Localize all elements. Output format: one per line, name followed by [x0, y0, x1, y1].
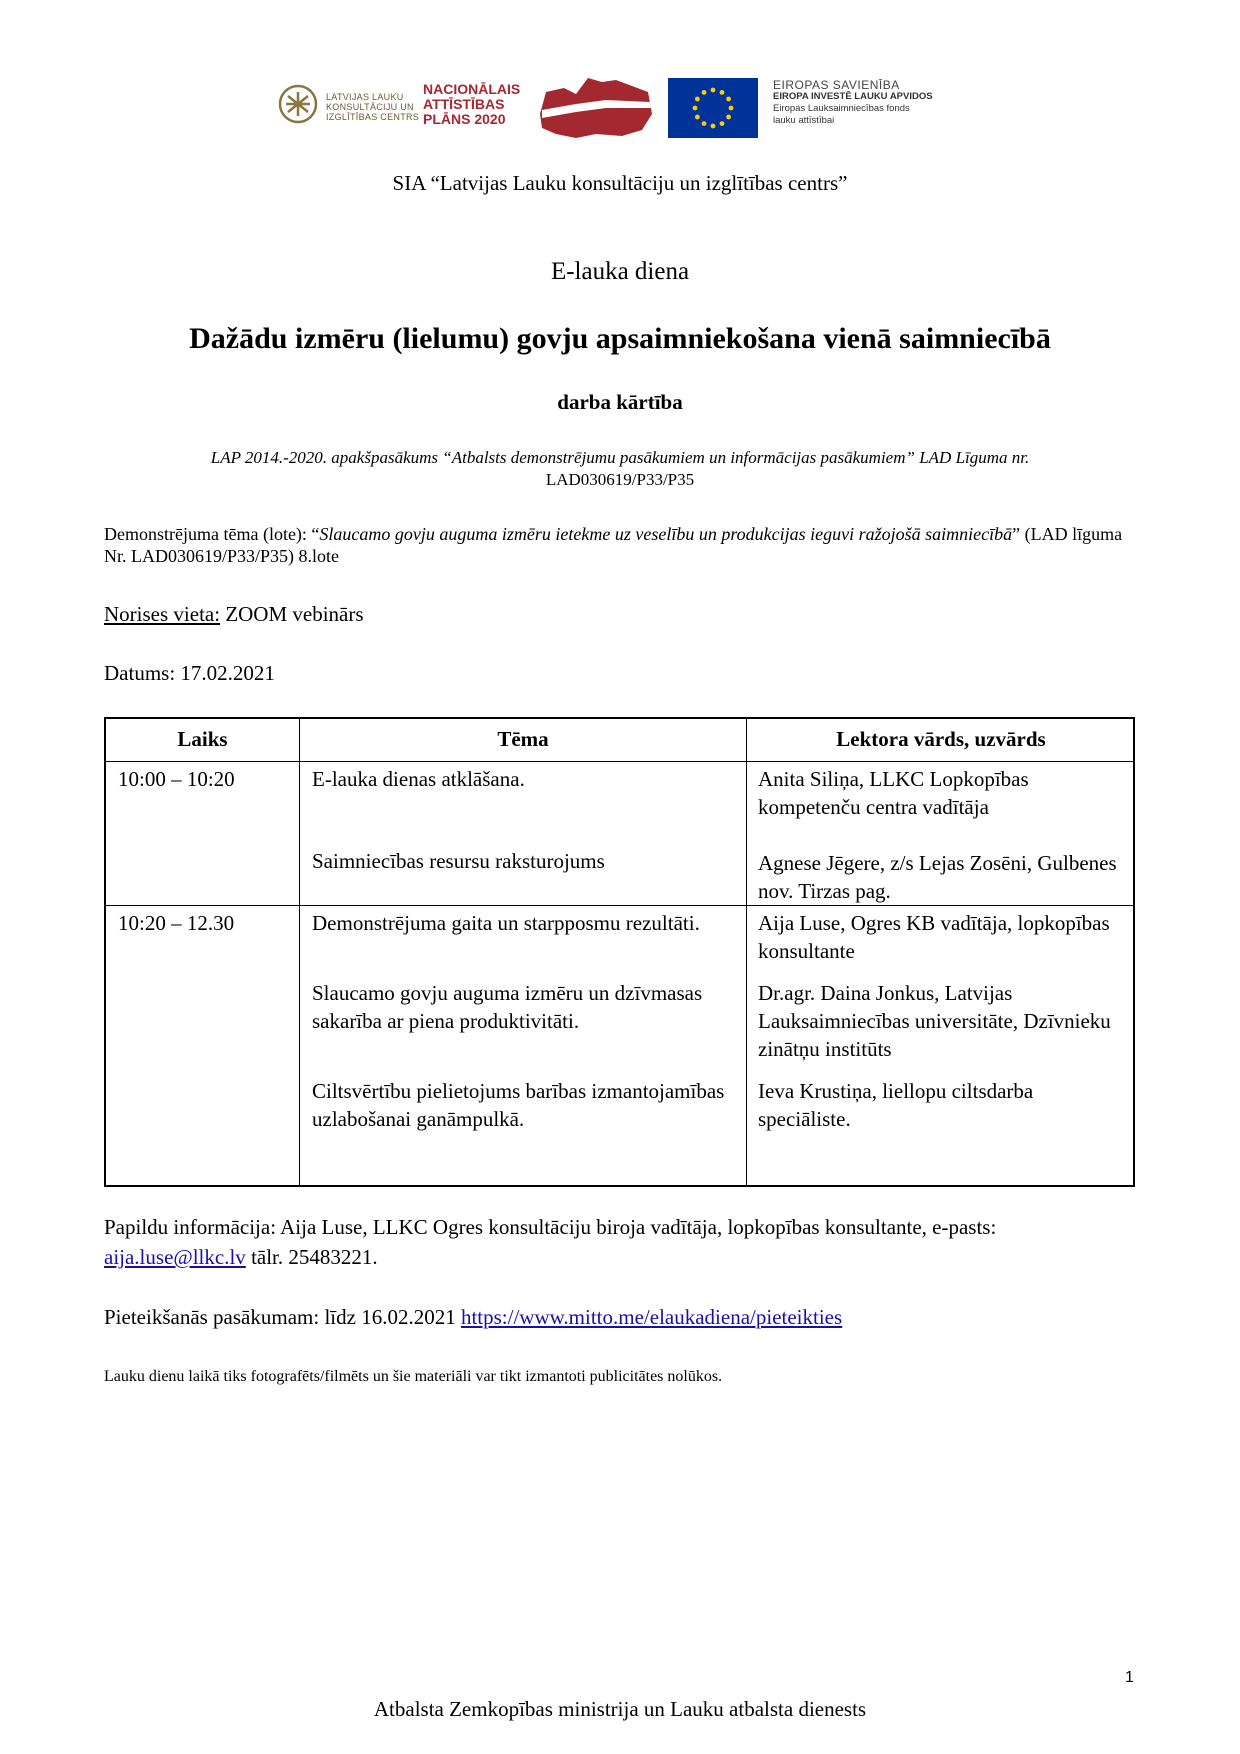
logo-bar: [270, 70, 970, 150]
row2-time: 10:20 – 12.30: [118, 911, 235, 935]
eu-line3: Eiropas Lauksaimniecības fonds: [773, 103, 910, 114]
row2-topic3: Ciltsvērtību pielietojums barības izmantojamības uzlabošanai ganāmpulkā.: [312, 1079, 725, 1131]
eu-title: EIROPAS SAVIENĪBA: [773, 78, 900, 92]
page-number: 1: [1125, 1669, 1134, 1686]
phone-text: tālr. 25483221.: [245, 1245, 378, 1269]
row1-topic2: Saimniecības resursu raksturojums: [312, 849, 605, 873]
header-topic: Tēma: [497, 727, 549, 751]
additional-info-text: Papildu informācija: Aija Luse, LLKC Ogres konsultāciju biroja vadītāja, lopkopības konsultante, e-pasts:: [104, 1215, 997, 1239]
theme-title: Slaucamo govju auguma izmēru ietekme uz veselību un produkcijas ieguvi ražojošā saimniecībā: [319, 524, 1013, 544]
theme-label: Demonstrējuma tēma (lote): “: [104, 524, 320, 544]
column-divider: [746, 719, 747, 1185]
support-footer: Atbalsta Zemkopības ministrija un Lauku atbalsta dienests: [373, 1697, 867, 1721]
photo-notice: Lauku dienu laikā tiks fotografēts/filmēts un šie materiāli var tikt izmantoti publicitātes nolūkos.: [104, 1368, 723, 1385]
program-reference: [0, 447, 1240, 491]
additional-info: [104, 1212, 1134, 1272]
row2-lecturer2: Dr.agr. Daina Jonkus, Latvijas Lauksaimniecības universitāte, Dzīvnieku zinātņu institūts: [758, 981, 1111, 1061]
row2-topic1: Demonstrējuma gaita un starpposmu rezultāti.: [312, 911, 700, 935]
program-line: LAP 2014.-2020. apakšpasākums “Atbalsts demonstrējumu pasākumiem un informācijas pasākumiem” LAD Līguma nr.: [210, 448, 1030, 467]
eu-flag-icon: [668, 78, 758, 138]
registration-info: [104, 1302, 1134, 1332]
row2-lecturer3: Ieva Krustiņa, liellopu ciltsdarba speciāliste.: [758, 1079, 1034, 1131]
llkc-logo-text: LATVIJAS LAUKU KONSULTĀCIJU UN IZGLĪTĪBAS CENTRS: [326, 92, 420, 122]
page-title: Dažādu izmēru (lielumu) govju apsaimniekošana vienā saimniecībā: [189, 322, 1051, 355]
email-link[interactable]: aija.luse@llkc.lv: [104, 1245, 246, 1269]
schedule-table: [104, 717, 1135, 1187]
venue-value: ZOOM vebinārs: [220, 602, 364, 626]
eu-line2: EIROPA INVESTĒ LAUKU APVIDOS: [773, 91, 933, 102]
llkc-logo-icon: [278, 84, 318, 124]
organization-name: SIA “Latvijas Lauku konsultāciju un izglītības centrs”: [392, 171, 848, 195]
venue: [104, 603, 1134, 625]
registration-link[interactable]: https://www.mitto.me/elaukadiena/pieteikties: [460, 1305, 843, 1329]
venue-label: Norises vieta:: [104, 602, 221, 626]
eu-logo-text: [773, 79, 933, 127]
header-lecturer: Lektora vārds, uzvārds: [836, 727, 1046, 751]
row1-lecturer2: Agnese Jēgere, z/s Lejas Zosēni, Gulbenes nov. Tirzas pag.: [758, 851, 1117, 903]
row1-time: 10:00 – 10:20: [118, 767, 235, 791]
column-divider: [299, 719, 300, 1185]
demonstration-theme: [104, 523, 1134, 567]
row2-topic2: Slaucamo govju auguma izmēru un dzīvmasas sakarība ar piena produktivitāti.: [312, 981, 703, 1033]
eu-line4: lauku attīstībai: [773, 115, 835, 126]
header-divider: [106, 761, 1133, 762]
theme-contract: ” (LAD līguma Nr. LAD030619/P33/P35) 8.lote: [104, 524, 1123, 566]
event-date: Datums: 17.02.2021: [104, 661, 275, 685]
registration-text: Pieteikšanās pasākumam: līdz 16.02.2021: [104, 1305, 461, 1329]
row2-lecturer1: Aija Luse, Ogres KB vadītāja, lopkopības konsultante: [758, 911, 1110, 963]
contract-code: LAD030619/P33/P35: [545, 470, 695, 489]
agenda-heading: darba kārtība: [557, 390, 683, 414]
row1-topic1: E-lauka dienas atklāšana.: [312, 767, 525, 791]
row1-lecturer1: Anita Siliņa, LLKC Lopkopības kompetenču centra vadītāja: [758, 767, 1029, 819]
event-name: E-lauka diena: [550, 258, 690, 285]
row-divider: [106, 905, 1133, 906]
latvia-map-icon: [536, 74, 654, 140]
header-time: Laiks: [177, 727, 228, 751]
nap-logo-text: NACIONĀLAIS ATTĪSTĪBAS PLĀNS 2020: [423, 81, 521, 127]
